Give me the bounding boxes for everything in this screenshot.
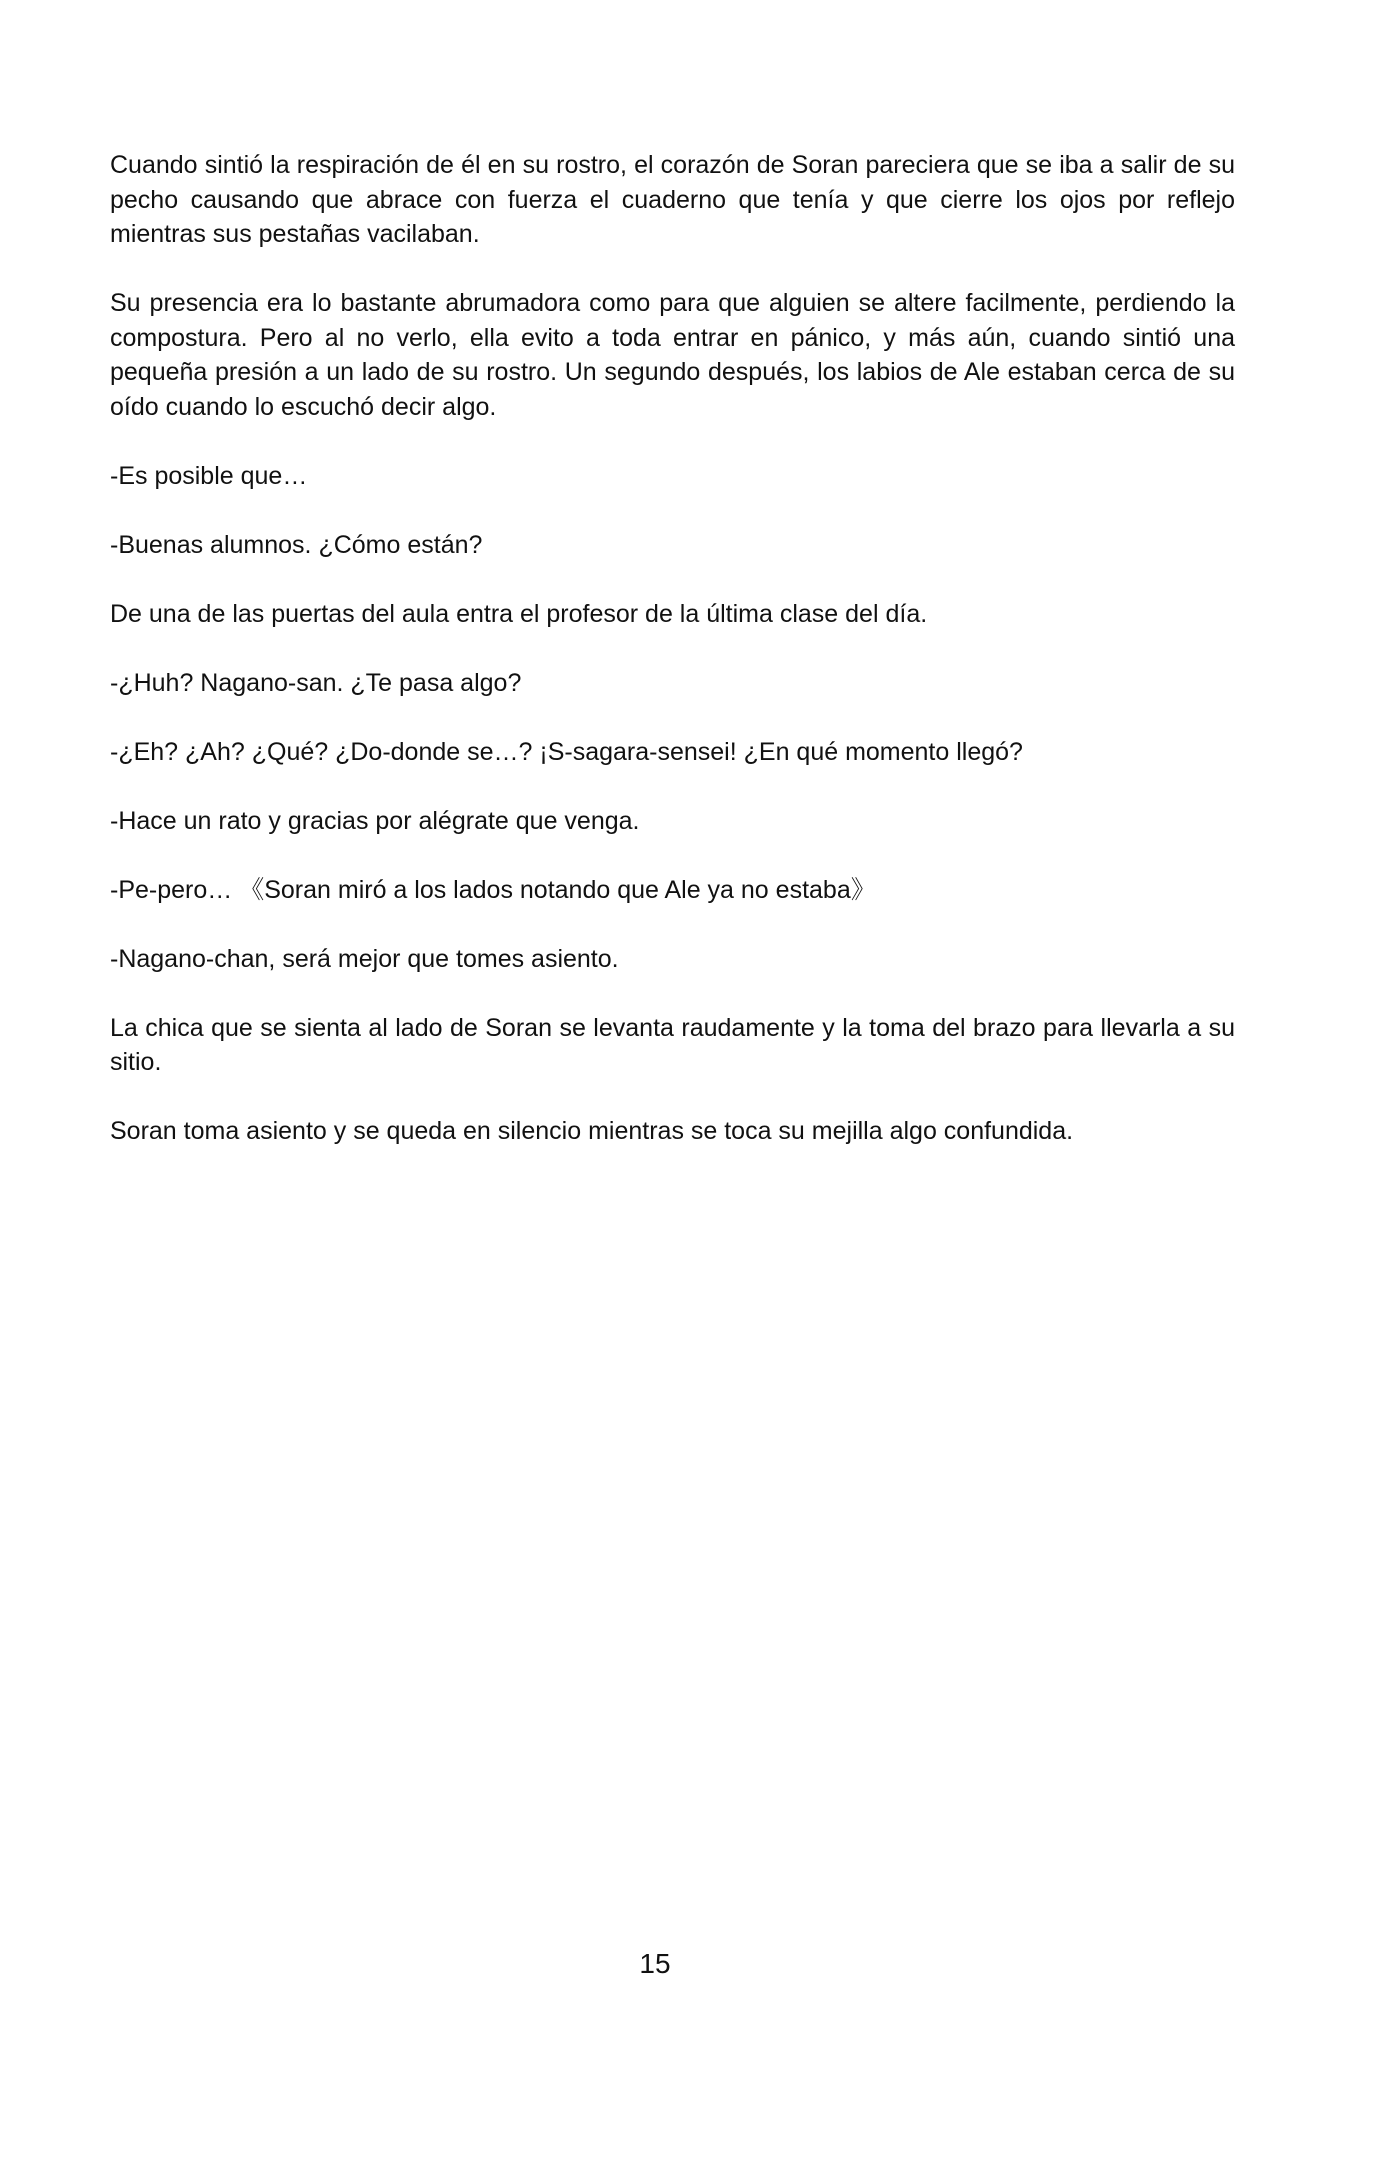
paragraph: Su presencia era lo bastante abrumadora como para que alguien se altere facilmente, perdiendo la compostura. Pero al no verlo, ella evito a toda entrar en pánico, y más aún, cuando sintió una pequeña presión a un lado de su rostro. Un segundo después, los labios de Ale estaban cerca de su oído cuando lo escuchó decir algo. xyxy=(110,289,1235,421)
body-text xyxy=(110,148,1235,1149)
paragraph: -Nagano-chan, será mejor que tomes asiento. xyxy=(110,944,619,973)
paragraph: -Pe-pero… 《Soran miró a los lados notando que Ale ya no estaba》 xyxy=(110,875,876,904)
paragraph: -Hace un rato y gracias por alégrate que venga. xyxy=(110,806,640,835)
paragraph: De una de las puertas del aula entra el profesor de la última clase del día. xyxy=(110,599,928,628)
paragraph: -Es posible que… xyxy=(110,461,308,490)
paragraph: -¿Eh? ¿Ah? ¿Qué? ¿Do-donde se…? ¡S-sagara-sensei! ¿En qué momento llegó? xyxy=(110,737,1023,766)
paragraph: La chica que se sienta al lado de Soran se levanta raudamente y la toma del brazo para llevarla a su sitio. xyxy=(110,1013,1235,1076)
paragraph: Cuando sintió la respiración de él en su rostro, el corazón de Soran pareciera que se iba a salir de su pecho causando que abrace con fuerza el cuaderno que tenía y que cierre los ojos por reflejo mientras sus pestañas vacilaban. xyxy=(110,151,1235,248)
page-number: 15 xyxy=(639,1948,671,1979)
paragraph: -¿Huh? Nagano-san. ¿Te pasa algo? xyxy=(110,668,522,697)
paragraph: -Buenas alumnos. ¿Cómo están? xyxy=(110,530,483,559)
paragraph: Soran toma asiento y se queda en silencio mientras se toca su mejilla algo confundida. xyxy=(110,1117,1074,1145)
